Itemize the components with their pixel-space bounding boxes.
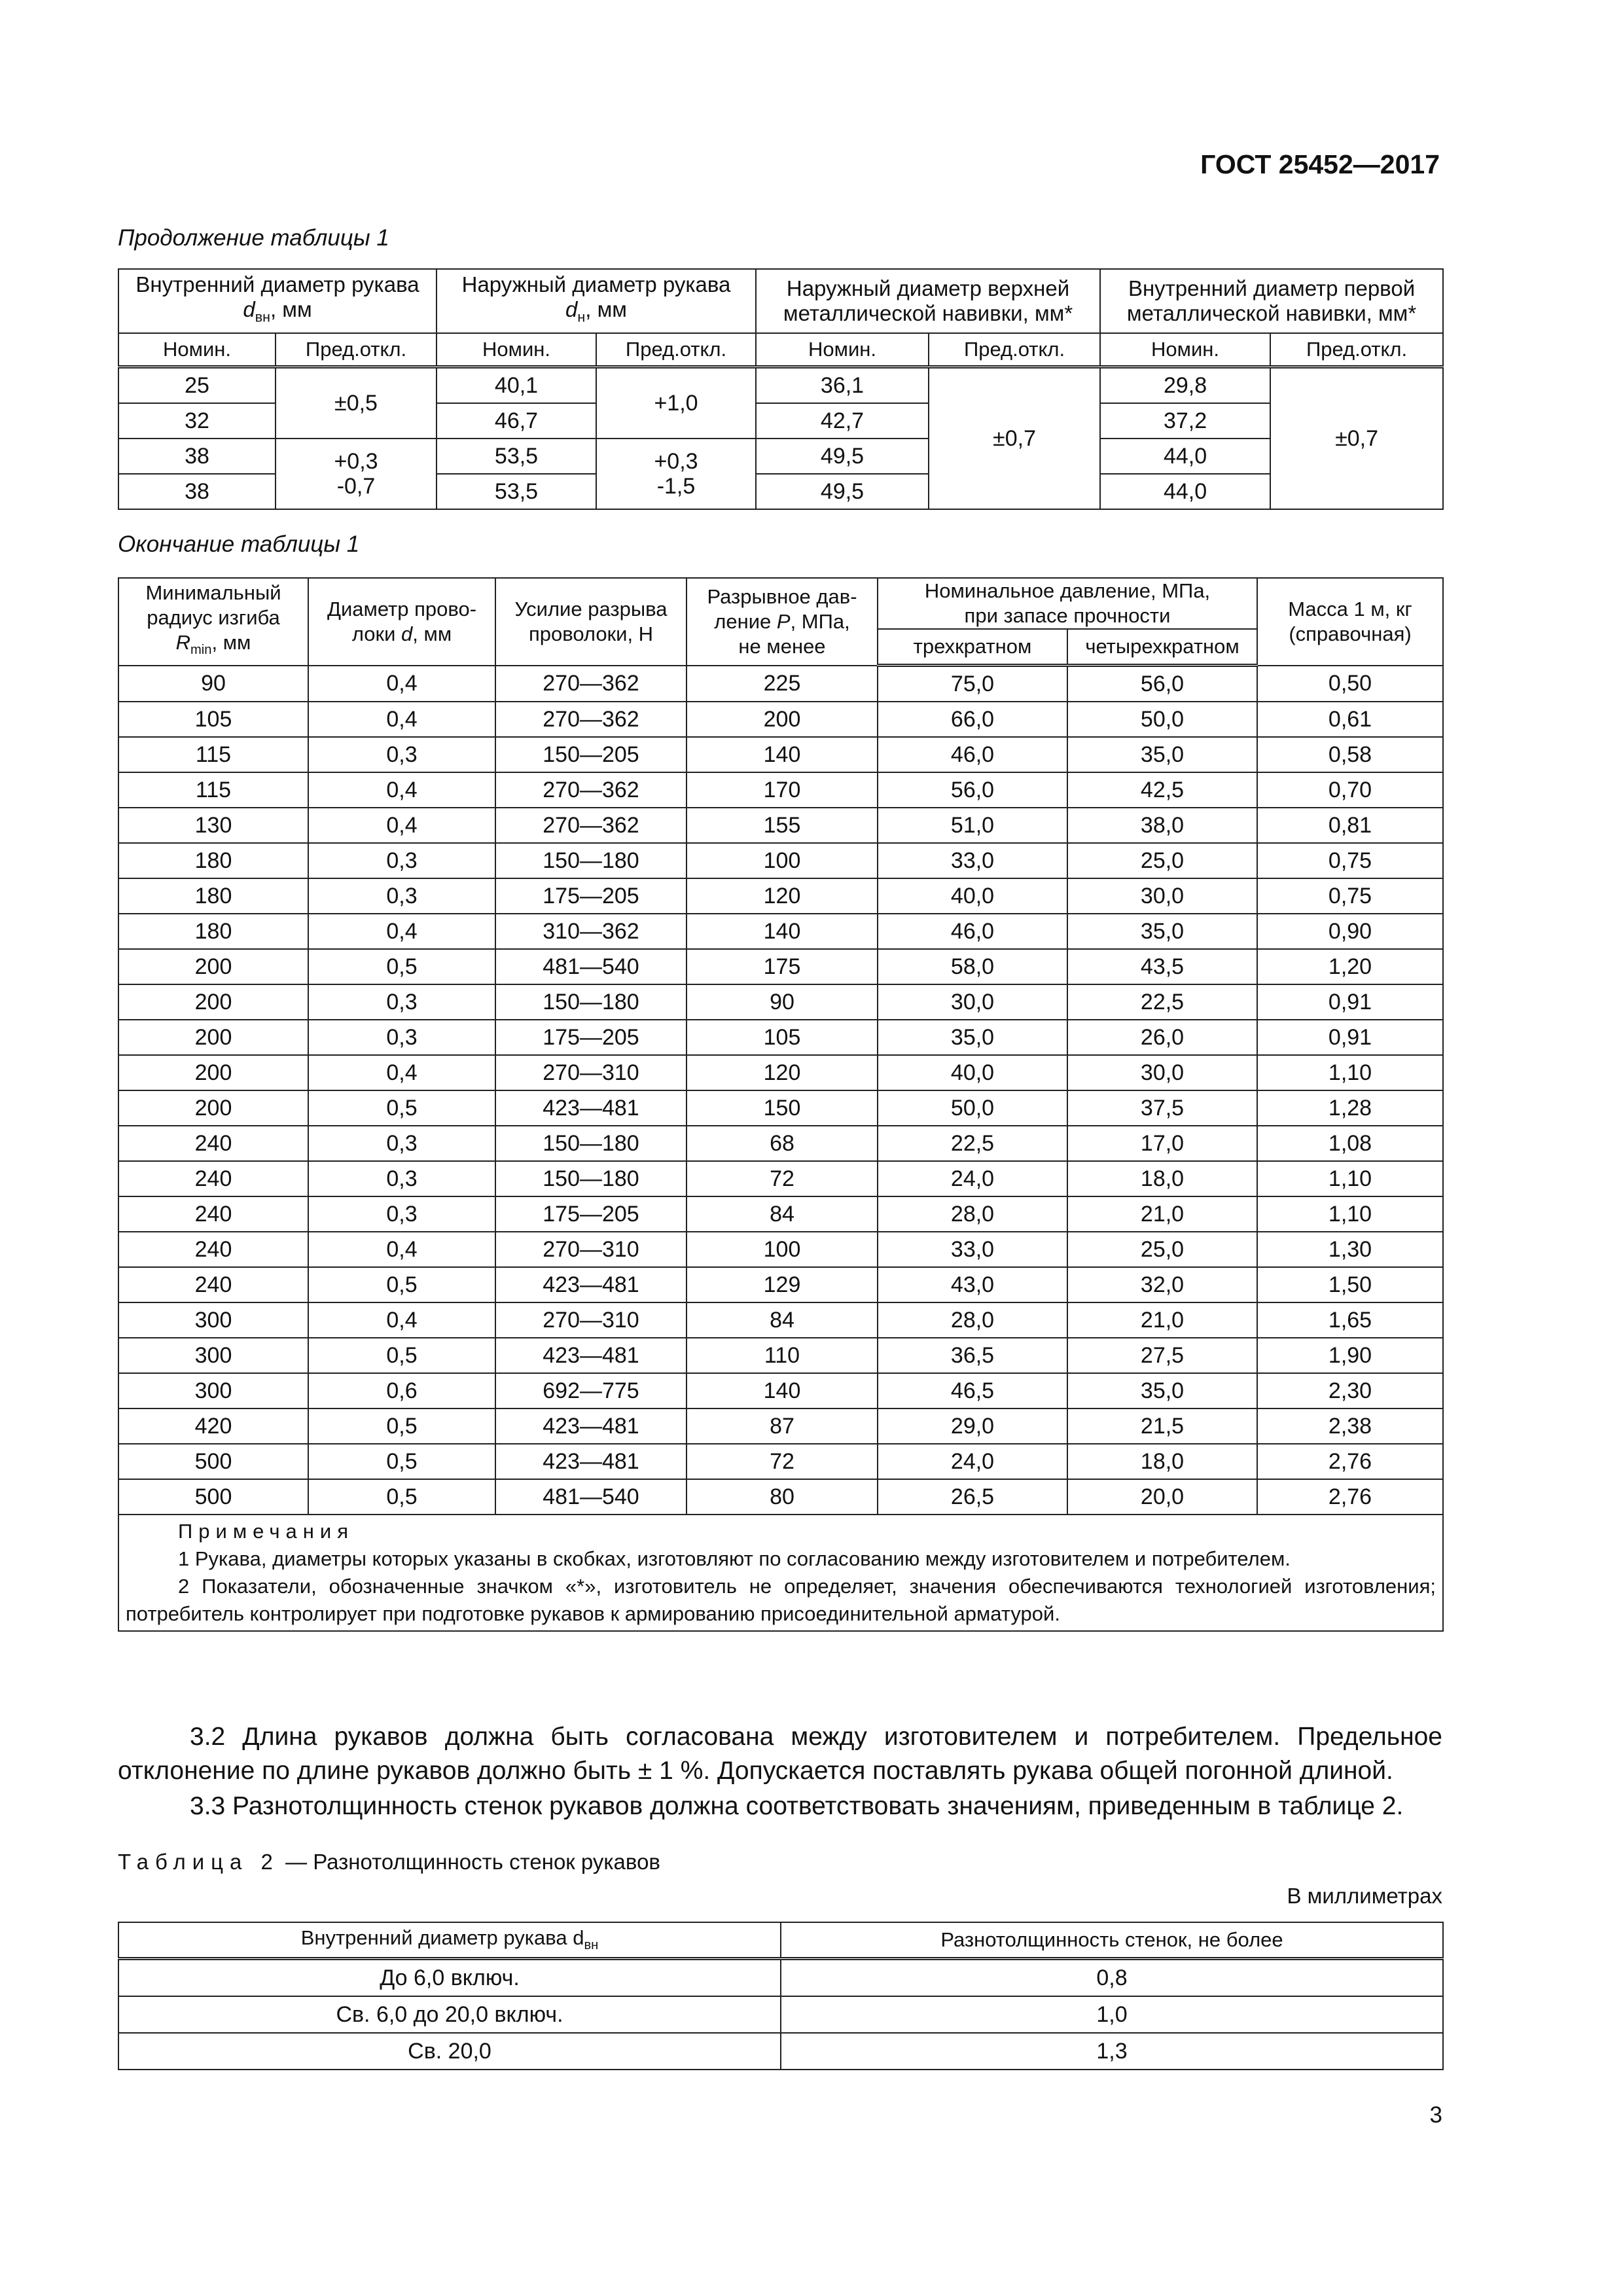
table-cell: 100 (687, 1232, 878, 1267)
header-nominal-pressure: Номинальное давление, МПа, при запасе прочности (878, 578, 1257, 629)
header-bend-radius: Минимальный радиус изгиба $R_{min}$, мм (118, 578, 308, 666)
table-row (118, 1020, 1443, 1055)
table-cell: 1,0 (781, 1996, 1443, 2033)
table-cell: 0,91 (1257, 984, 1443, 1020)
table-cell: 175—205 (495, 1020, 687, 1055)
table-row (118, 1444, 1443, 1479)
table-cell: 500 (118, 1444, 308, 1479)
table-cell: 200 (118, 949, 308, 984)
paragraph-3-2: 3.2 Длина рукавов должна быть согласована между изготовителем и потребителем. Предельное отклонение по длине рукавов должно быть ± 1 %. Допускается поставлять рукава общей погонной длиной. (118, 1723, 1442, 1785)
table-cell: 420 (118, 1408, 308, 1444)
table-cell: 28,0 (878, 1196, 1067, 1232)
table-cell: 40,0 (878, 1055, 1067, 1090)
table-cell: 25,0 (1067, 1232, 1257, 1267)
table-cell: 30,0 (878, 984, 1067, 1020)
header-top-winding-outer-diameter: Наружный диаметр верхней металлической навивки, мм* (756, 269, 1100, 333)
header-wire-breaking-force: Усилие разрыва проволоки, Н (495, 578, 687, 666)
note-1: 1 Рукава, диаметры которых указаны в скобках, изготовляют по согласованию между изготовителем и потребителем. (178, 1547, 1291, 1570)
table-row (118, 1267, 1443, 1302)
table1-continuation (118, 268, 1444, 510)
table-cell: 423—481 (495, 1408, 687, 1444)
header-first-winding-inner-diameter: Внутренний диаметр первой металлической навивки, мм* (1100, 269, 1443, 333)
table-cell: +1,0 (596, 367, 756, 439)
table-cell: 150—180 (495, 843, 687, 878)
table-cell: 0,5 (308, 1444, 495, 1479)
header-inner-diameter: Внутренний диаметр рукава $d_{вн}$, мм (118, 269, 437, 333)
table-cell: 0,3 (308, 1161, 495, 1196)
table-cell: 1,3 (781, 2033, 1443, 2070)
table-cell: 0,4 (308, 666, 495, 702)
table-cell: 240 (118, 1196, 308, 1232)
table-cell: 0,50 (1257, 666, 1443, 702)
table-cell: 115 (118, 772, 308, 808)
table-cell: 32 (118, 403, 276, 439)
table-cell: 0,75 (1257, 843, 1443, 878)
table-cell: 18,0 (1067, 1444, 1257, 1479)
table1-continuation-caption: Продолжение таблицы 1 (118, 225, 389, 251)
table-cell: 0,3 (308, 1020, 495, 1055)
table-cell: 0,3 (308, 878, 495, 914)
header-outer-diameter: Наружный диаметр рукава $d_н$, мм (437, 269, 756, 333)
table-cell: 0,70 (1257, 772, 1443, 808)
notes-title: Примечания (178, 1520, 354, 1543)
table-cell: 36,1 (756, 367, 929, 404)
table-cell: 0,58 (1257, 737, 1443, 772)
table-row (118, 737, 1443, 772)
table-row (118, 949, 1443, 984)
table-cell: 240 (118, 1126, 308, 1161)
paragraph-3-3: 3.3 Разнотолщинность стенок рукавов должна соответствовать значениям, приведенным в таблице 2. (190, 1792, 1404, 1820)
table-cell: 105 (687, 1020, 878, 1055)
table-cell: 32,0 (1067, 1267, 1257, 1302)
table-cell: 100 (687, 843, 878, 878)
table-cell: 22,5 (1067, 984, 1257, 1020)
table-cell: 170 (687, 772, 878, 808)
subheader-nominal: Номин. (118, 333, 276, 367)
table-cell: 25 (118, 367, 276, 404)
table-cell: ±0,7 (1270, 367, 1443, 510)
table-cell: 0,3 (308, 984, 495, 1020)
table-cell: 33,0 (878, 843, 1067, 878)
table-row (118, 1479, 1443, 1515)
table-cell: 43,0 (878, 1267, 1067, 1302)
table-cell: 68 (687, 1126, 878, 1161)
table-cell: 200 (687, 702, 878, 737)
table-cell: 29,8 (1100, 367, 1270, 404)
table-cell: 46,0 (878, 914, 1067, 949)
table-cell: 50,0 (1067, 702, 1257, 737)
table-cell: 53,5 (437, 439, 596, 474)
table-cell: Св. 6,0 до 20,0 включ. (118, 1996, 781, 2033)
table-cell: 21,0 (1067, 1302, 1257, 1338)
note-2: 2 Показатели, обозначенные значком «*», изготовитель не определяет, значения обеспечиваются технологией изготовления; потребитель контролирует при подготовке рукавов к армированию присоединительной арматурой. (126, 1575, 1436, 1625)
table-cell: 0,4 (308, 914, 495, 949)
table-cell: 49,5 (756, 439, 929, 474)
table-cell: 1,10 (1257, 1196, 1443, 1232)
table-cell: 423—481 (495, 1267, 687, 1302)
table-cell: 0,3 (308, 843, 495, 878)
table-cell: 35,0 (878, 1020, 1067, 1055)
table-row (118, 439, 1443, 474)
table-cell: 66,0 (878, 702, 1067, 737)
subheader-tolerance: Пред.откл. (1270, 333, 1443, 367)
table-cell: 80 (687, 1479, 878, 1515)
table-cell: 692—775 (495, 1373, 687, 1408)
table-row (118, 1408, 1443, 1444)
table-cell: 53,5 (437, 474, 596, 509)
table-cell: 0,3 (308, 1196, 495, 1232)
table-cell: 105 (118, 702, 308, 737)
table-cell: 300 (118, 1302, 308, 1338)
table-cell: 46,7 (437, 403, 596, 439)
subheader-tolerance: Пред.откл. (929, 333, 1100, 367)
table-row (118, 1338, 1443, 1373)
table-cell: 43,5 (1067, 949, 1257, 984)
table-cell: 200 (118, 1090, 308, 1126)
table-cell: 24,0 (878, 1161, 1067, 1196)
table-cell: 0,3 (308, 1126, 495, 1161)
table-cell: 1,10 (1257, 1161, 1443, 1196)
table-cell: 42,5 (1067, 772, 1257, 808)
table-cell: 310—362 (495, 914, 687, 949)
table-cell: 155 (687, 808, 878, 843)
table-cell: ±0,5 (276, 367, 437, 439)
table-cell: 423—481 (495, 1444, 687, 1479)
table-cell: 90 (118, 666, 308, 702)
table-cell: 0,5 (308, 949, 495, 984)
table-cell: 1,20 (1257, 949, 1443, 984)
header-triple-safety: трехкратном (878, 629, 1067, 666)
table-cell: 180 (118, 914, 308, 949)
table-cell: 90 (687, 984, 878, 1020)
table-row (118, 984, 1443, 1020)
table-cell: 38,0 (1067, 808, 1257, 843)
table-cell: 1,90 (1257, 1338, 1443, 1373)
table-cell: 423—481 (495, 1090, 687, 1126)
table-row (118, 1373, 1443, 1408)
table-cell: 0,4 (308, 772, 495, 808)
table-cell: 270—362 (495, 702, 687, 737)
table-cell: 200 (118, 1055, 308, 1090)
table-cell: 140 (687, 914, 878, 949)
table2-units: В миллиметрах (1287, 1884, 1442, 1908)
table2-caption (118, 1850, 660, 1874)
table-cell: 0,5 (308, 1090, 495, 1126)
table-cell: 44,0 (1100, 474, 1270, 509)
table-cell: 72 (687, 1444, 878, 1479)
table-row (118, 1196, 1443, 1232)
table-cell: 0,61 (1257, 702, 1443, 737)
table-cell: 481—540 (495, 1479, 687, 1515)
table-cell: 21,0 (1067, 1196, 1257, 1232)
table-cell: 21,5 (1067, 1408, 1257, 1444)
table-cell: 150—205 (495, 737, 687, 772)
table-cell: 500 (118, 1479, 308, 1515)
table-cell: 270—362 (495, 666, 687, 702)
table-cell: 0,4 (308, 808, 495, 843)
table-cell: 72 (687, 1161, 878, 1196)
table-row (118, 367, 1443, 404)
table-cell: 36,5 (878, 1338, 1067, 1373)
table-row (118, 914, 1443, 949)
table-cell: 1,28 (1257, 1090, 1443, 1126)
table-cell: 0,4 (308, 1232, 495, 1267)
table-cell: 26,0 (1067, 1020, 1257, 1055)
table-cell: 175—205 (495, 878, 687, 914)
table-cell: 38 (118, 474, 276, 509)
subheader-nominal: Номин. (756, 333, 929, 367)
header-wall-thickness-variation: Разнотолщинность стенок, не более (781, 1922, 1443, 1959)
table-cell: 0,90 (1257, 914, 1443, 949)
table-cell: 180 (118, 843, 308, 878)
table-cell: 2,38 (1257, 1408, 1443, 1444)
table2 (118, 1922, 1444, 2070)
table-cell: 30,0 (1067, 878, 1257, 914)
table-cell: 225 (687, 666, 878, 702)
table-notes (118, 1515, 1443, 1631)
table-cell: 35,0 (1067, 914, 1257, 949)
table-cell: +0,3 -1,5 (596, 439, 756, 509)
table-cell: 40,1 (437, 367, 596, 404)
table-cell: 0,5 (308, 1338, 495, 1373)
table-cell: 180 (118, 878, 308, 914)
table-cell: 0,75 (1257, 878, 1443, 914)
table-row (118, 666, 1443, 702)
table-cell: 0,4 (308, 1055, 495, 1090)
table-cell: 0,3 (308, 737, 495, 772)
table-cell: 20,0 (1067, 1479, 1257, 1515)
table-cell: 46,5 (878, 1373, 1067, 1408)
table-cell: 2,76 (1257, 1479, 1443, 1515)
table-cell: 1,08 (1257, 1126, 1443, 1161)
subheader-tolerance: Пред.откл. (276, 333, 437, 367)
table-cell: ±0,7 (929, 367, 1100, 510)
table-cell: 2,30 (1257, 1373, 1443, 1408)
table-cell: 150 (687, 1090, 878, 1126)
table-cell: 200 (118, 1020, 308, 1055)
table-cell: 129 (687, 1267, 878, 1302)
table-cell: 37,2 (1100, 403, 1270, 439)
table-cell: 270—362 (495, 772, 687, 808)
table-cell: Св. 20,0 (118, 2033, 781, 2070)
table-cell: 46,0 (878, 737, 1067, 772)
table-cell: 423—481 (495, 1338, 687, 1373)
table-cell: 115 (118, 737, 308, 772)
table-cell: 150—180 (495, 1161, 687, 1196)
table-cell: 1,65 (1257, 1302, 1443, 1338)
table-cell: 84 (687, 1302, 878, 1338)
table-cell: 22,5 (878, 1126, 1067, 1161)
table-cell: 2,76 (1257, 1444, 1443, 1479)
table-cell: 35,0 (1067, 737, 1257, 772)
table-cell: 58,0 (878, 949, 1067, 984)
table-cell: 18,0 (1067, 1161, 1257, 1196)
table-cell: 481—540 (495, 949, 687, 984)
table-row (118, 2033, 1443, 2070)
table-cell: 33,0 (878, 1232, 1067, 1267)
subheader-tolerance: Пред.откл. (596, 333, 756, 367)
table-cell: 0,8 (781, 1959, 1443, 1997)
table-cell: 150—180 (495, 1126, 687, 1161)
table-cell: 175—205 (495, 1196, 687, 1232)
table-row (118, 702, 1443, 737)
table-cell: 140 (687, 1373, 878, 1408)
table-cell: 0,91 (1257, 1020, 1443, 1055)
header-mass: Масса 1 м, кг (справочная) (1257, 578, 1443, 666)
table-cell: 0,4 (308, 702, 495, 737)
table-row (118, 1126, 1443, 1161)
subheader-nominal: Номин. (1100, 333, 1270, 367)
table-cell: 300 (118, 1338, 308, 1373)
table-cell: 1,50 (1257, 1267, 1443, 1302)
table-cell: 300 (118, 1373, 308, 1408)
document-id: ГОСТ 25452—2017 (1200, 149, 1440, 179)
table-row (118, 1090, 1443, 1126)
table-cell: 110 (687, 1338, 878, 1373)
table-row (118, 843, 1443, 878)
table-cell: 270—310 (495, 1302, 687, 1338)
table-cell: 51,0 (878, 808, 1067, 843)
table-cell: 140 (687, 737, 878, 772)
table-row (118, 878, 1443, 914)
table-cell: 17,0 (1067, 1126, 1257, 1161)
table-cell: 150—180 (495, 984, 687, 1020)
table-cell: 0,6 (308, 1373, 495, 1408)
table-cell: 0,5 (308, 1408, 495, 1444)
table-cell: 1,10 (1257, 1055, 1443, 1090)
table-cell: 30,0 (1067, 1055, 1257, 1090)
table2-title: — Разнотолщинность стенок рукавов (279, 1850, 660, 1874)
table-row (118, 772, 1443, 808)
table-cell: 56,0 (1067, 666, 1257, 702)
table-cell: 35,0 (1067, 1373, 1257, 1408)
table-cell: 240 (118, 1267, 308, 1302)
table-cell: 270—310 (495, 1055, 687, 1090)
table-cell: 0,5 (308, 1267, 495, 1302)
table-row (118, 1996, 1443, 2033)
subheader-nominal: Номин. (437, 333, 596, 367)
table-cell: 40,0 (878, 878, 1067, 914)
table-row (118, 1232, 1443, 1267)
table-cell: 56,0 (878, 772, 1067, 808)
page-number: 3 (1429, 2102, 1442, 2128)
header-burst-pressure: Разрывное дав- ление P, МПа, не менее (687, 578, 878, 666)
table-cell: 84 (687, 1196, 878, 1232)
table-cell: +0,3 -0,7 (276, 439, 437, 509)
table-cell: 130 (118, 808, 308, 843)
header-inner-diameter: Внутренний диаметр рукава $d_{вн}$ (118, 1922, 781, 1959)
table-cell: 75,0 (878, 666, 1067, 702)
table-cell: 49,5 (756, 474, 929, 509)
table-cell: 29,0 (878, 1408, 1067, 1444)
table-cell: 28,0 (878, 1302, 1067, 1338)
table-row (118, 1055, 1443, 1090)
table-cell: 270—310 (495, 1232, 687, 1267)
table1-end (118, 577, 1444, 1632)
table-row (118, 1302, 1443, 1338)
table-cell: 0,4 (308, 1302, 495, 1338)
table1-end-caption: Окончание таблицы 1 (118, 531, 360, 557)
table-cell: 175 (687, 949, 878, 984)
table-cell: 240 (118, 1232, 308, 1267)
table-cell: 200 (118, 984, 308, 1020)
table-cell: 120 (687, 878, 878, 914)
table-cell: До 6,0 включ. (118, 1959, 781, 1997)
table-cell: 25,0 (1067, 843, 1257, 878)
table-cell: 38 (118, 439, 276, 474)
header-quadruple-safety: четырехкратном (1067, 629, 1257, 666)
table-cell: 240 (118, 1161, 308, 1196)
table2-label: Таблица 2 (118, 1850, 279, 1874)
table-cell: 27,5 (1067, 1338, 1257, 1373)
table-row (118, 808, 1443, 843)
header-wire-diameter: Диаметр прово- локи d, мм (308, 578, 495, 666)
table-cell: 26,5 (878, 1479, 1067, 1515)
table-cell: 44,0 (1100, 439, 1270, 474)
table-cell: 0,5 (308, 1479, 495, 1515)
table-cell: 120 (687, 1055, 878, 1090)
table-cell: 0,81 (1257, 808, 1443, 843)
table-cell: 37,5 (1067, 1090, 1257, 1126)
table-cell: 50,0 (878, 1090, 1067, 1126)
table-row (118, 1161, 1443, 1196)
table-row (118, 1959, 1443, 1997)
table-cell: 24,0 (878, 1444, 1067, 1479)
table-cell: 42,7 (756, 403, 929, 439)
table-cell: 87 (687, 1408, 878, 1444)
table-cell: 270—362 (495, 808, 687, 843)
table-cell: 1,30 (1257, 1232, 1443, 1267)
